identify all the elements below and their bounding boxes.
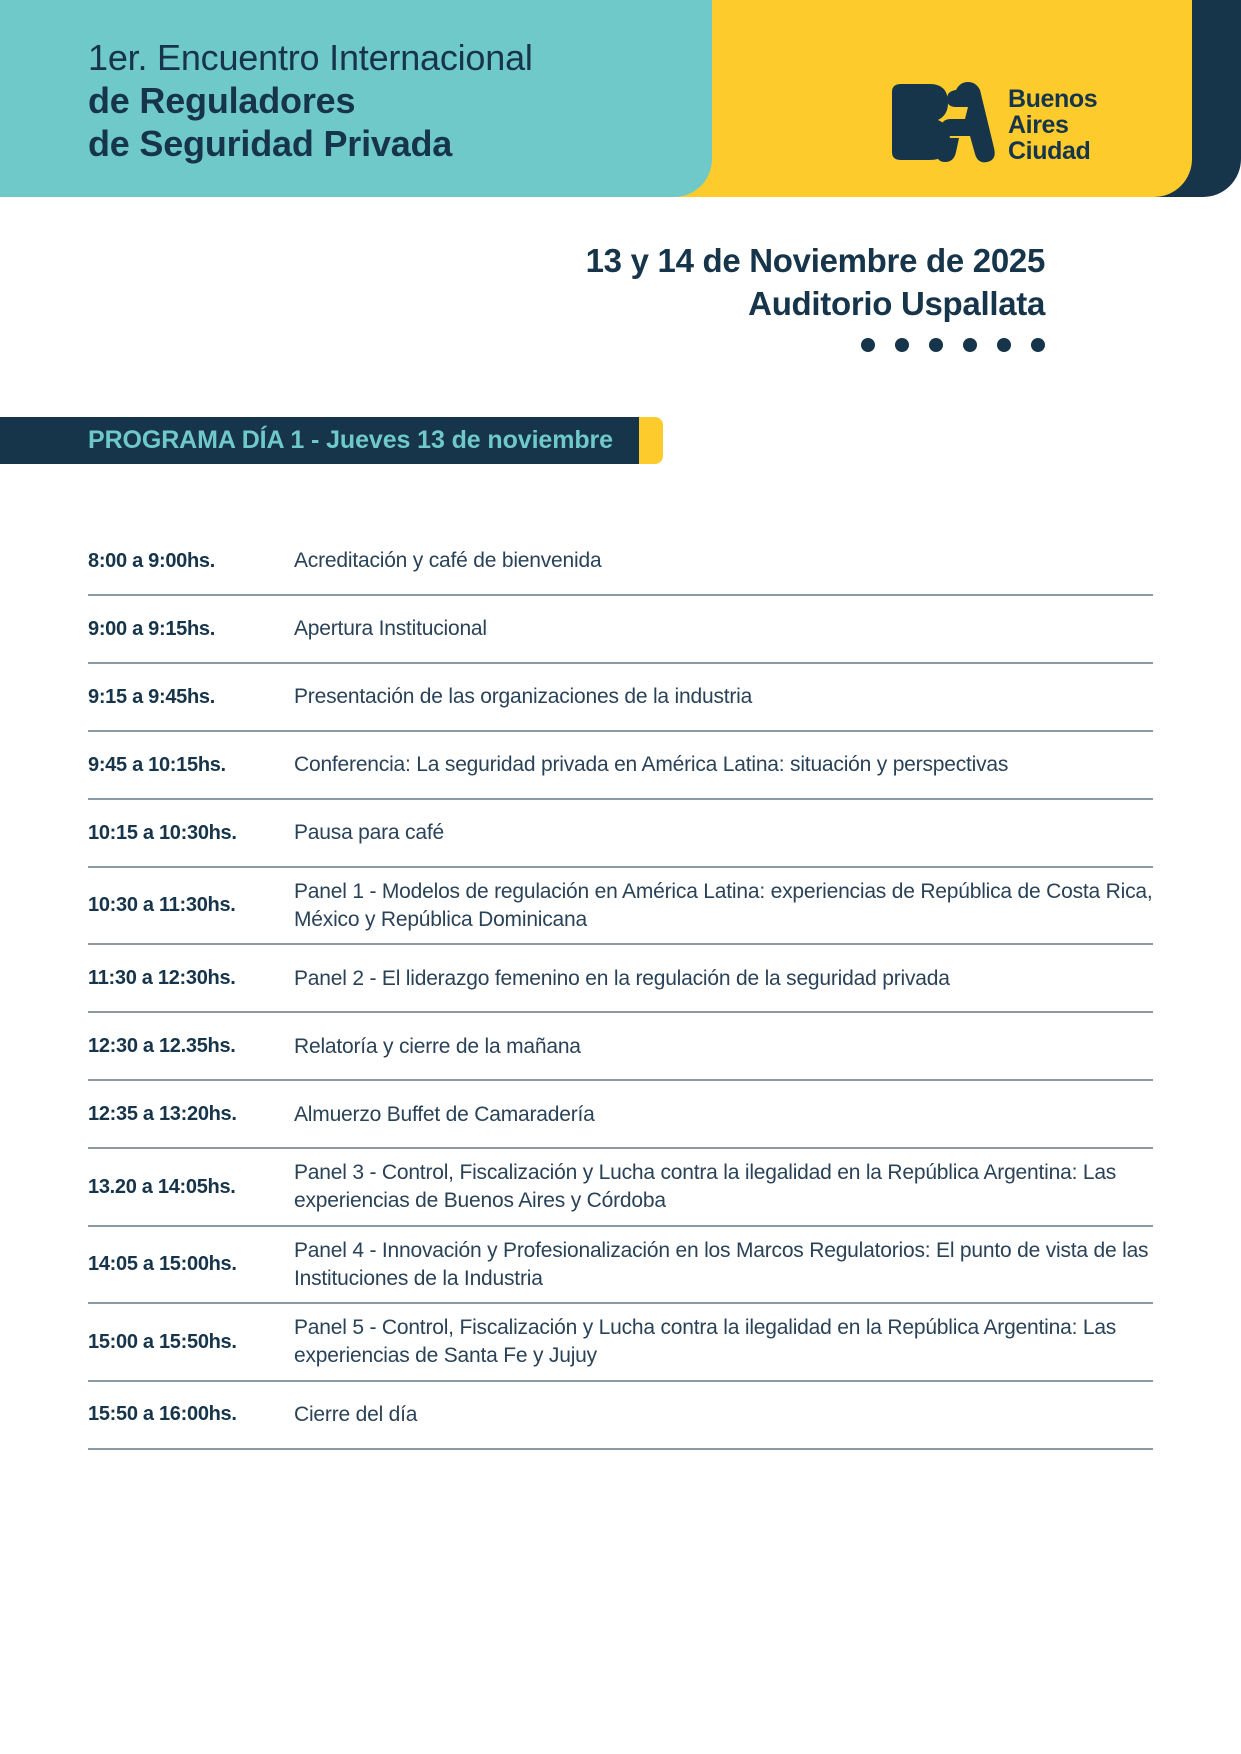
row-description: Panel 5 - Control, Fiscalización y Lucha contra la ilegalidad en la República Argentina: Las experiencias de Santa Fe y Jujuy [294,1316,1117,1368]
ba-monogram-icon [886,82,996,168]
table-row [88,945,1153,1013]
row-time: 10:15 a 10:30hs. [88,821,237,844]
row-description: Apertura Institucional [294,617,487,641]
event-venue: Auditorio Uspallata [748,284,1045,322]
event-title-line-1: 1er. Encuentro Internacional [88,37,533,78]
table-row [88,1149,1153,1226]
row-time: 10:30 a 11:30hs. [88,894,236,917]
program-day-banner [0,417,663,464]
row-time: 9:00 a 9:15hs. [88,617,215,640]
row-time: 15:00 a 15:50hs. [88,1330,237,1353]
row-time: 9:45 a 10:15hs. [88,753,226,776]
table-row [88,1382,1153,1450]
program-day-banner-label: PROGRAMA DÍA 1 - Jueves 13 de noviembre [88,426,613,454]
table-row [88,596,1153,664]
table-row [88,1013,1153,1081]
row-time: 15:50 a 16:00hs. [88,1403,237,1426]
table-row [88,1081,1153,1149]
row-time: 11:30 a 12:30hs. [88,966,236,989]
table-row [88,732,1153,800]
event-title-line-3: de Seguridad Privada [88,123,453,165]
row-description: Panel 4 - Innovación y Profesionalización en los Marcos Regulatorios: El punto de vista de las Instituciones de la Industria [294,1238,1149,1290]
ba-logo-word-ciudad: Ciudad [1008,137,1091,165]
table-row [88,800,1153,868]
dot-icon [929,338,943,352]
ba-logo-word-buenos: Buenos [1008,85,1098,113]
dot-icon [861,338,875,352]
decorative-dots [861,338,1045,352]
event-title [88,36,533,166]
row-description: Panel 1 - Modelos de regulación en América Latina: experiencias de República de Costa Rica, México y República Dominicana [294,880,1153,931]
row-description: Acreditación y café de bienvenida [294,549,602,573]
table-row [88,528,1153,596]
dot-icon [1031,338,1045,352]
row-description: Pausa para café [294,821,444,845]
event-title-line-2: de Reguladores [88,80,356,122]
buenos-aires-ciudad-logo [886,82,1097,168]
table-row [88,868,1153,945]
table-row [88,1304,1153,1381]
table-row [88,664,1153,732]
dot-icon [997,338,1011,352]
program-day-banner-accent [639,417,663,464]
row-time: 8:00 a 9:00hs. [88,549,215,572]
page-header [0,0,1241,197]
row-time: 12:35 a 13:20hs. [88,1102,237,1125]
row-description: Panel 2 - El liderazgo femenino en la regulación de la seguridad privada [294,966,950,990]
dot-icon [963,338,977,352]
row-time: 13.20 a 14:05hs. [88,1175,236,1198]
row-description: Relatoría y cierre de la mañana [294,1034,581,1058]
row-time: 14:05 a 15:00hs. [88,1253,237,1276]
row-time: 12:30 a 12.35hs. [88,1034,236,1057]
row-description: Presentación de las organizaciones de la industria [294,685,753,709]
ba-logo-word-aires: Aires [1008,111,1069,139]
row-description: Conferencia: La seguridad privada en América Latina: situación y perspectivas [294,753,1009,777]
schedule-table [88,528,1153,1450]
row-description: Almuerzo Buffet de Camaradería [294,1102,595,1126]
table-row [88,1227,1153,1304]
program-day-banner-body [0,417,639,464]
event-date: 13 y 14 de Noviembre de 2025 [585,242,1045,279]
ba-logo-wordmark [1008,86,1097,164]
dot-icon [895,338,909,352]
row-time: 9:15 a 9:45hs. [88,685,215,708]
row-description: Cierre del día [294,1402,418,1426]
row-description: Panel 3 - Control, Fiscalización y Lucha contra la ilegalidad en la República Argentina: Las experiencias de Buenos Aires y Córdoba [294,1161,1117,1213]
event-date-venue [586,240,1045,326]
